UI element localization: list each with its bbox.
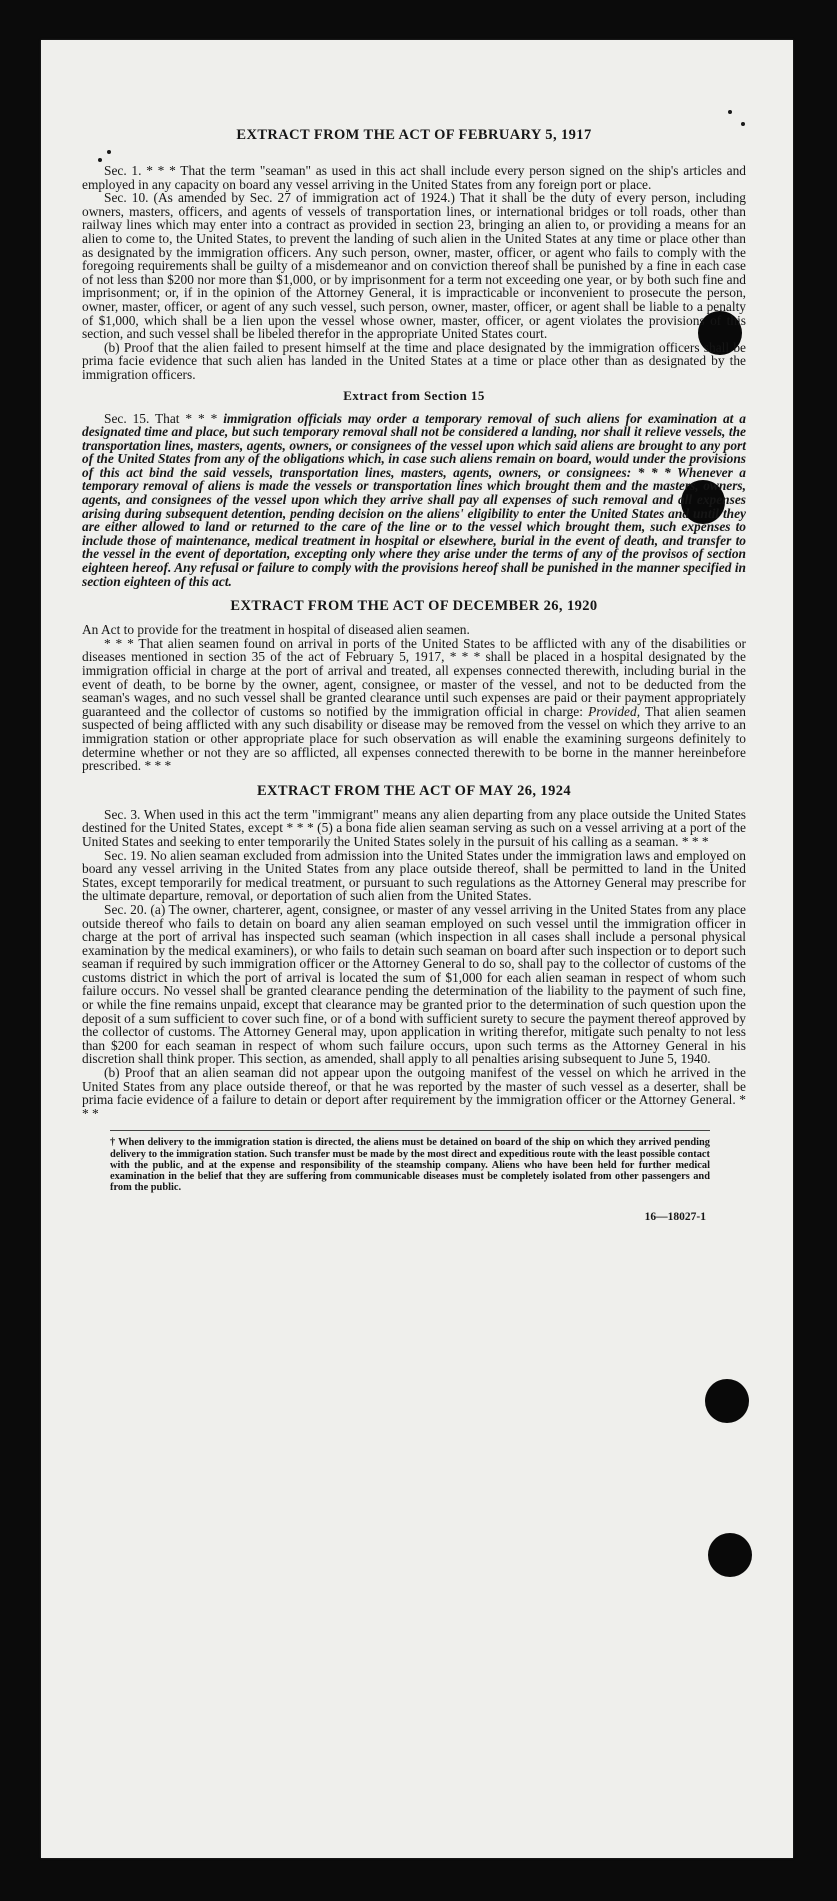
ink-speck: [741, 122, 745, 126]
section-3: Sec. 3. When used in this act the term "immigrant" means any alien departing from any place outside the United States destined for the United States, except * * * (5) a bona fide alien seaman serving as such on a vessel arriving at a port of the United States and seeking to enter temporarily the United States solely in the pursuit of his calling as a seaman. * * *: [82, 806, 746, 849]
punch-hole: [708, 1533, 752, 1577]
file-number: 16—18027-1: [644, 1211, 706, 1224]
heading-act-1920: EXTRACT FROM THE ACT OF DECEMBER 26, 1920: [230, 598, 598, 615]
section-10: Sec. 10. (As amended by Sec. 27 of immigration act of 1924.) That it shall be the duty of every person, including owners, masters, officers, and agents of vessels of transportation lines, or international bridges or toll roads, other than railway lines which may enter into a contract as provided in section 23, bringing an alien to, or providing a means for an alien to come to, the United States, to prevent the landing of such alien in the United States at any time or place other than as designated by the immigration officers. Any such person, owner, master, officer, or agent who fails to comply with the foregoing requirements shall be guilty of a misdemeanor and on conviction thereof shall be punished by a fine in each case of not less than $200 nor more than $1,000, or by imprisonment for a term not exceeding one year, or by both such fine and imprisonment; or, if in the opinion of the Attorney General, it is impracticable or inconvenient to prosecute the person, owner, master, officer, or agent of any such vessel, such person, owner, master, officer, or agent shall be liable to a penalty of $1,000, which shall be a lien upon the vessel whose owner, master, officer, or agent violates the provisions of this section, and such vessel shall be libeled therefor in the appropriate United States court.: [82, 190, 746, 342]
act-1920-intro: An Act to provide for the treatment in hospital of diseased alien seamen.: [82, 622, 470, 638]
subheading-section-15: Extract from Section 15: [343, 387, 485, 403]
section-20-b: (b) Proof that an alien seaman did not appear upon the outgoing manifest of the vessel on which he arrived in the United States from any place outside thereof, or that he was reported by the master of such vessel as a deserter, shall be prima facie evidence of a failure to detain or deport after requirement by the immigration officer or the Attorney General. * * *: [82, 1065, 746, 1121]
heading-act-1924: EXTRACT FROM THE ACT OF MAY 26, 1924: [256, 782, 572, 799]
ink-speck: [728, 110, 732, 114]
act-1920-provided: Provided,: [588, 703, 641, 719]
section-20-a: Sec. 20. (a) The owner, charterer, agent, consignee, or master of any vessel arriving in the United States from any place outside thereof who fails to detain on board any alien seaman employed on such vessel until the immigration officer in charge at the port of arrival has inspected such seaman (which inspection in all cases shall include a personal physical examination by the medical examiners), or who fails to detain such seaman on board after such inspection or to deport such seaman if required by such immigration officer or the Attorney General to do so, shall pay to the collector of customs of the customs district in which the port of arrival is located the sum of $1,000 for each alien seaman in respect of whom such failure occurs. No vessel shall be granted clearance pending the determination of the liability to the payment of such fine, or while the fine remains unpaid, except that clearance may be granted prior to the determination of such question upon the deposit of a sum sufficient to cover such fine, or of a bond with sufficient surety to secure the payment thereof approved by the collector of customs. The Attorney General may, upon application in writing therefor, mitigate such penalty to not less than $200 for each seaman in respect of whom such failure occurs, upon such terms as the Attorney General in his discretion shall think proper. This section, as amended, shall apply to all penalties arising subsequent to June 5, 1940.: [82, 901, 746, 1067]
footnote: † When delivery to the immigration station is directed, the aliens must be detained on board of the ship on which they arrived pending delivery to the immigration station. Such transfer must be made by the most direct and expeditious route with the least possible contact with the public, and at the expense and responsibility of the steamship company. Aliens who have been held for further medical examination in the belief that they are suffering from communicable diseases must be completely isolated from other passengers and from the public.: [110, 1137, 710, 1194]
section-1: Sec. 1. * * * That the term "seaman" as used in this act shall include every person signed on the ship's articles and employed in any capacity on board any vessel arriving in the United States from any foreign port or place.: [82, 163, 746, 192]
section-15-text: immigration officials may order a temporary removal of such aliens for examination at a designated time and place, but such temporary removal shall not be considered a landing, nor shall it relieve vessels, the transportation lines, masters, agents, owners, or consignees of the vessel upon which said aliens are brought to any port of the United States from any of the obligations which, in case such aliens remain on board, would under the provisions of this act bind the said vessels, transportation lines, masters, agents, owners, or consignees: * * * Whenever a temporary removal of aliens is made the vessels or transportation lines which brought them and the masters, owners, agents, and consignees of the vessel upon which they arrive shall pay all expenses of such removal and all expenses arising during subsequent detention, pending decision on the aliens' eligibility to enter the United States and until they are either allowed to land or returned to the care of the line or to the vessel which brought them, such expenses to include those of maintenance, medical treatment in hospital or elsewhere, burial in the event of death, and transfer to the vessel in the event of deportation, excepting only where they arise under the terms of any of the provisos of section eighteen hereof. Any refusal or failure to comply with the provisions hereof shall be punished in the manner specified in section eighteen of this act.: [82, 410, 747, 589]
section-15: [82, 412, 746, 589]
document-text: [82, 127, 746, 1223]
footnote-divider: [110, 1130, 710, 1131]
act-1920-body: [82, 637, 746, 773]
punch-hole: [705, 1379, 749, 1423]
heading-act-1917: EXTRACT FROM THE ACT OF FEBRUARY 5, 1917: [236, 127, 592, 143]
section-19: Sec. 19. No alien seaman excluded from admission into the United States under the immigration laws and employed on board any vessel arriving in the United States from any place outside thereof, shall be permitted to land in the United States, except temporarily for medical treatment, or pursuant to such regulations as the Attorney General may prescribe for the ultimate departure, removal, or deportation of such alien from the United States.: [82, 847, 746, 904]
act-1920-rest: That alien seamen suspected of being afflicted with any such disability or disease may be removed from the vessel on which they arrive to an immigration station or other appropriate place for such observation as will enable the examining surgeons definitely to determine whether or not they are so afflicted, all expenses connected therewith to be borne in the manner hereinbefore prescribed. * * *: [82, 703, 747, 774]
section-15-lead: Sec. 15. That * * *: [104, 410, 224, 426]
section-10-b: (b) Proof that the alien failed to present himself at the time and place designated by the immigration officers shall be prima facie evidence that such alien has landed in the United States at a time or place other than as designated by the immigration officers.: [82, 339, 746, 382]
act-1920-lead: * * * That alien seamen found on arrival in ports of the United States to be afflicted with any of the disabilities or diseases mentioned in section 35 of the act of February 5, 1917, * * * shall be placed in a hospital designated by the immigration official in charge at the port of arrival and treated, all expenses connected therewith, including burial in the event of death, to be borne by the owner, agent, consignee, or master of the vessel, and not to be deducted from the seaman's wages, and no such vessel shall be granted clearance until such expenses are paid or their payment appropriately guaranteed and the collector of customs so notified by the immigration official in charge:: [82, 635, 746, 719]
